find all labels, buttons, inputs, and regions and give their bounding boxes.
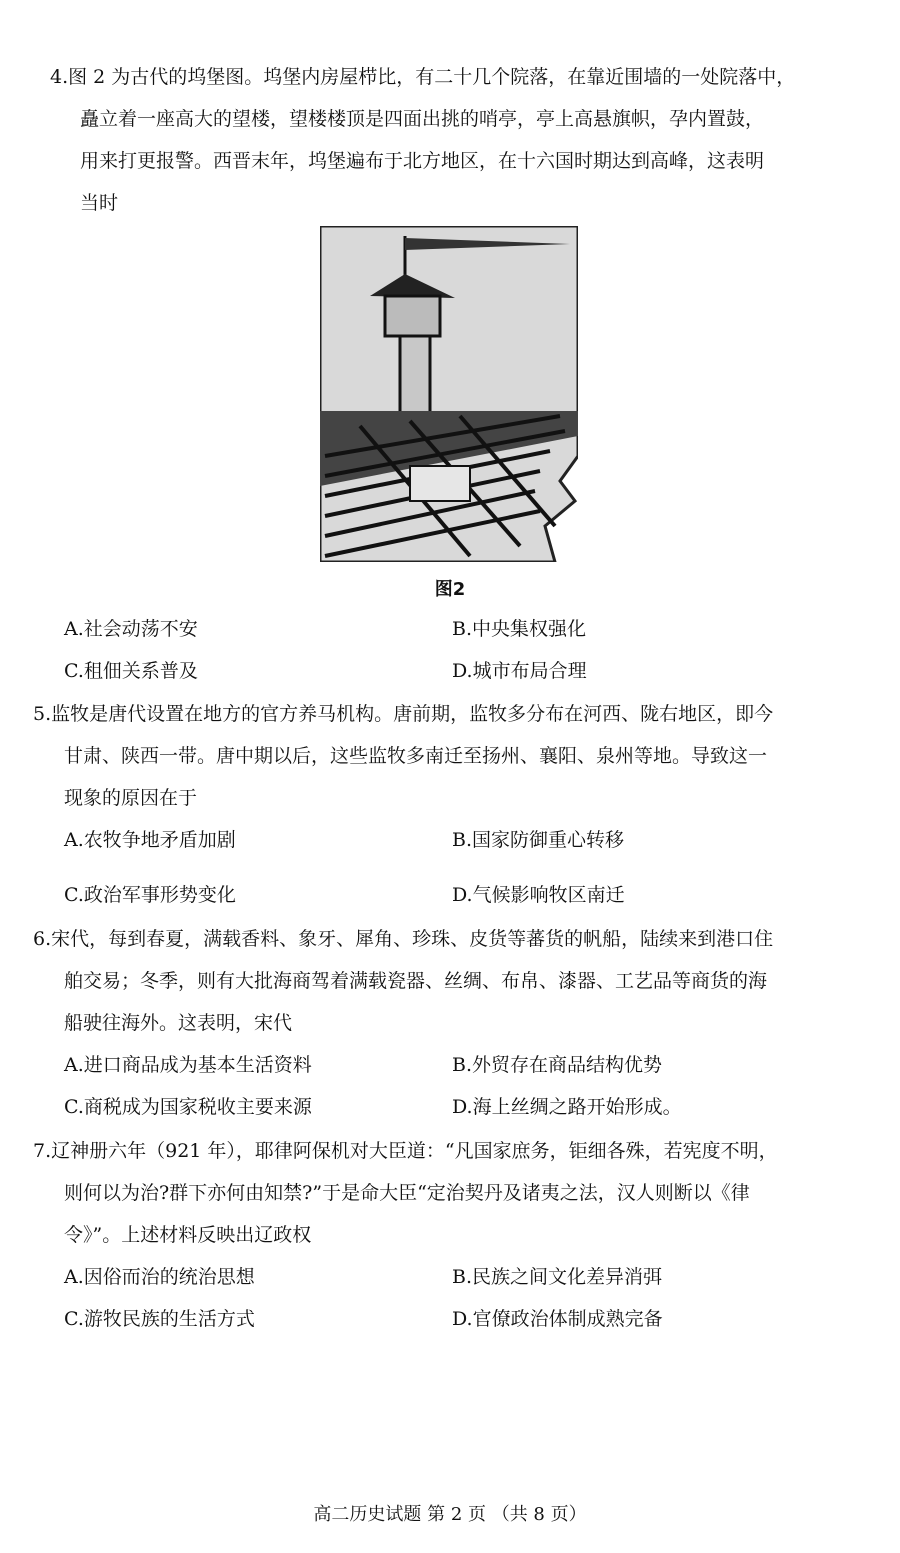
q7-line-2: 则何以为治?群下亦何由知禁?”于是命大臣“定治契丹及诸夷之法，汉人则断以《律 [64,1182,750,1204]
q4-line-3: 用来打更报警。西晋末年，坞堡遍布于北方地区，在十六国时期达到高峰，这表明 [80,150,765,172]
q5-line-2: 甘肃、陕西一带。唐中期以后，这些监牧多南迁至扬州、襄阳、泉州等地。导致这一 [64,745,768,767]
q5-line-1: 5.监牧是唐代设置在地方的官方养马机构。唐前期，监牧多分布在河西、陇右地区，即今 [33,703,774,725]
q7-option-b: B.民族之间文化差异消弭 [452,1266,663,1288]
q5-line-3: 现象的原因在于 [64,787,198,809]
q4-option-a: A.社会动荡不安 [64,618,198,640]
q6-option-b: B.外贸存在商品结构优势 [452,1054,663,1076]
q7-option-d: D.官僚政治体制成熟完备 [452,1308,663,1330]
q5-option-c: C.政治军事形势变化 [64,884,236,906]
q7-option-a: A.因俗而治的统治思想 [64,1266,255,1288]
q7-line-1: 7.辽神册六年（921 年），耶律阿保机对大臣道：“凡国家庶务，钜细各殊，若宪度不明， [33,1140,778,1162]
q4-option-c: C.租佃关系普及 [64,660,198,682]
wubao-drawing [320,226,578,562]
q5-option-a: A.农牧争地矛盾加剧 [64,829,236,851]
q5-option-b: B.国家防御重心转移 [452,829,625,851]
q7-line-3: 令》”。上述材料反映出辽政权 [64,1224,312,1246]
wubao-illustration [320,226,578,562]
q4-option-b: B.中央集权强化 [452,618,587,640]
q6-option-a: A.进口商品成为基本生活资料 [64,1054,312,1076]
q4-line-2: 矗立着一座高大的望楼，望楼楼顶是四面出挑的哨亭，亭上高悬旗帜，孕内置鼓， [80,108,765,130]
q6-line-3: 船驶往海外。这表明，宋代 [64,1012,293,1034]
q7-option-c: C.游牧民族的生活方式 [64,1308,255,1330]
q6-option-d: D.海上丝绸之路开始形成。 [452,1096,682,1118]
q4-option-d: D.城市布局合理 [452,660,587,682]
q4-line-4: 当时 [80,192,119,214]
q6-line-2: 舶交易；冬季，则有大批海商驾着满载瓷器、丝绸、布帛、漆器、工艺品等商货的海 [64,970,768,992]
q4-line-1: 4.图 2 为古代的坞堡图。坞堡内房屋栉比，有二十几个院落，在靠近围墙的一处院落中， [50,66,796,88]
page-footer: 高二历史试题 第 2 页 （共 8 页） [313,1504,587,1525]
q6-option-c: C.商税成为国家税收主要来源 [64,1096,312,1118]
figure-caption: 图2 [434,579,466,600]
q6-line-1: 6.宋代，每到春夏，满载香料、象牙、犀角、珍珠、皮货等蕃货的帆船，陆续来到港口住 [33,928,774,950]
q5-option-d: D.气候影响牧区南迁 [452,884,625,906]
